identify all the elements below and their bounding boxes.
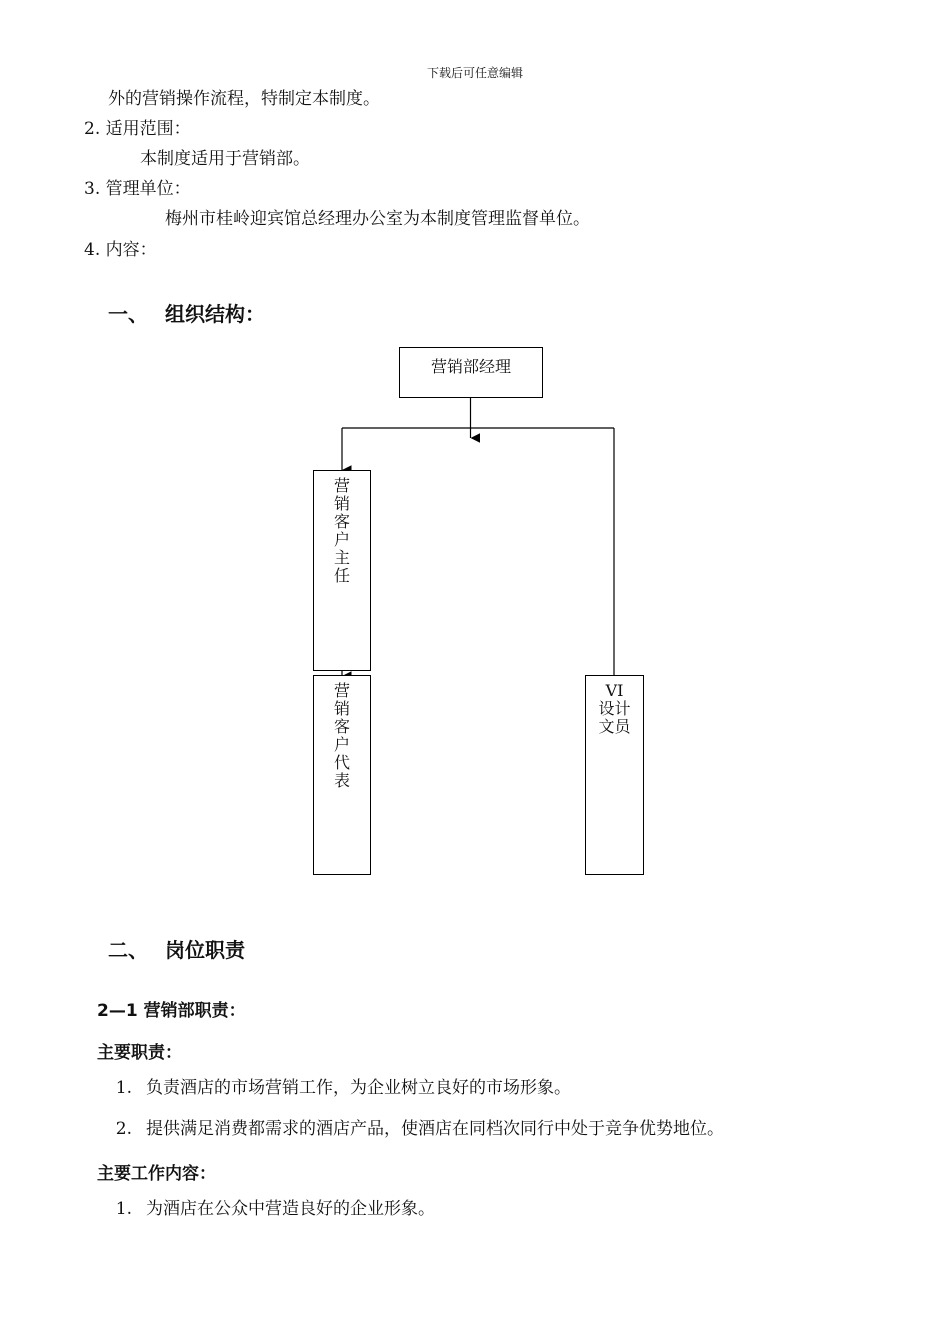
scope-label: 2. 适用范围： <box>84 119 191 139</box>
org-node-label: 营销客户代表 <box>333 681 350 790</box>
list-text: 提供满足消费都需求的酒店产品，使酒店在同档次同行中处于竞争优势地位。 <box>146 1119 724 1139</box>
scope-text: 本制度适用于营销部。 <box>140 149 310 169</box>
list-number: 1. <box>115 1199 132 1219</box>
section1-index: 一、 <box>108 302 148 326</box>
org-node-label: 营销客户主任 <box>333 476 350 585</box>
list-item <box>98 1077 571 1099</box>
section2-index: 二、 <box>108 938 148 962</box>
section2-title: 岗位职责 <box>165 938 245 962</box>
main-duties-label: 主要职责： <box>97 1043 182 1063</box>
org-node-marketing-manager <box>399 347 543 398</box>
department-duties-heading: 2—1 营销部职责： <box>97 1001 246 1021</box>
org-node-label: 营销部经理 <box>430 357 511 376</box>
list-number: 2. <box>115 1119 132 1139</box>
intro-line: 外的营销操作流程，特制定本制度。 <box>108 89 380 109</box>
list-item <box>98 1198 435 1220</box>
content-label: 4. 内容： <box>84 240 157 260</box>
list-number: 1. <box>115 1078 132 1098</box>
header-note: 下载后可任意编辑 <box>426 66 523 80</box>
org-node-account-representative <box>313 675 371 875</box>
unit-label: 3. 管理单位： <box>84 179 191 199</box>
list-item <box>98 1118 724 1140</box>
unit-text: 梅州市桂岭迎宾馆总经理办公室为本制度管理监督单位。 <box>165 209 590 229</box>
list-text: 为酒店在公众中营造良好的企业形象。 <box>146 1199 435 1219</box>
org-node-account-supervisor <box>313 470 371 671</box>
work-content-label: 主要工作内容： <box>97 1164 216 1184</box>
org-node-vi-design-clerk <box>585 675 644 875</box>
section1-title: 组织结构： <box>165 302 265 326</box>
org-node-label: VI设计文员 <box>598 681 631 736</box>
list-text: 负责酒店的市场营销工作，为企业树立良好的市场形象。 <box>146 1078 571 1098</box>
